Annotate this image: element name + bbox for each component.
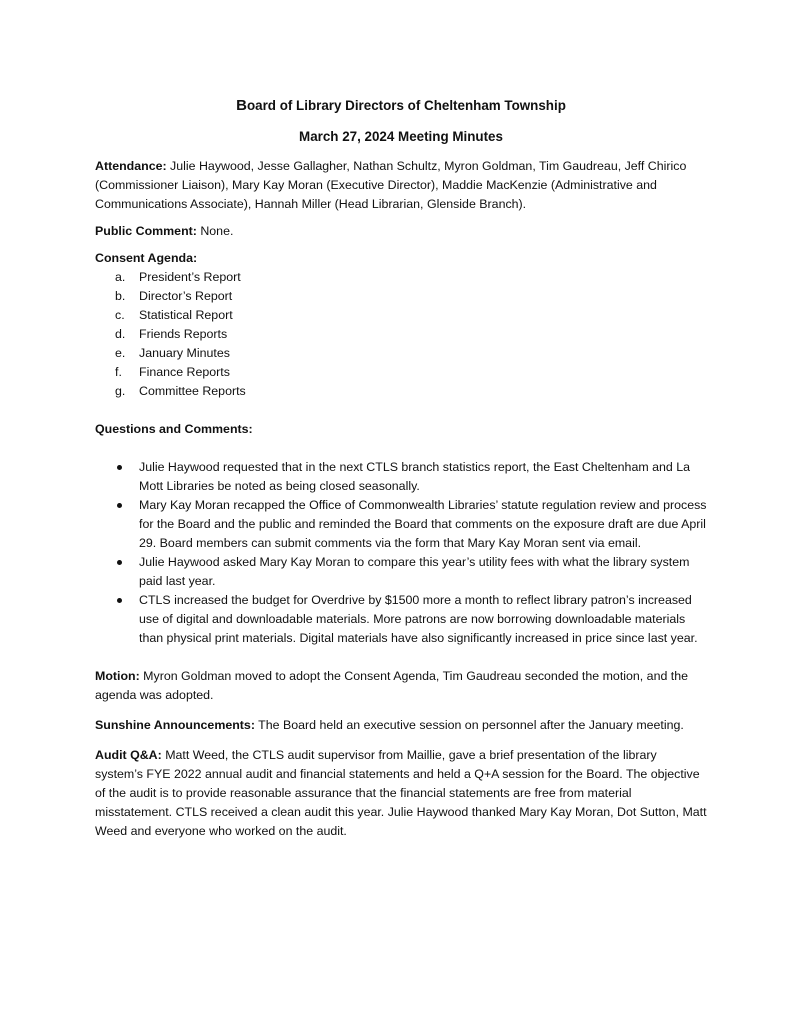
- list-marker: e.: [115, 346, 126, 360]
- document-subtitle: March 27, 2024 Meeting Minutes: [299, 129, 503, 144]
- bullet-icon: [117, 465, 122, 470]
- consent-agenda-item: [95, 382, 707, 401]
- list-marker: g.: [115, 384, 126, 398]
- list-marker: a.: [115, 270, 126, 284]
- list-item-text: Friends Reports: [139, 327, 228, 341]
- public-comment-text: None.: [196, 224, 234, 238]
- document-body: [95, 96, 707, 841]
- public-comment-section: [95, 222, 707, 241]
- consent-agenda-section: [95, 249, 707, 401]
- list-item-text: January Minutes: [139, 346, 230, 360]
- consent-agenda-list: [95, 268, 707, 401]
- motion-section: [95, 667, 707, 705]
- question-item: [95, 553, 707, 591]
- title-initial: B: [236, 97, 247, 114]
- question-text: Mary Kay Moran recapped the Office of Commonwealth Libraries’ statute regulation review and process for the Board and the public and reminded the Board that comments on the exposure draft are due April 29. Board members can submit comments via the form that Mary Kay Moran sent via email.: [139, 498, 707, 550]
- bullet-icon: [117, 560, 122, 565]
- motion-label: Motion:: [95, 669, 140, 683]
- consent-agenda-item: [95, 306, 707, 325]
- list-marker: b.: [115, 289, 126, 303]
- list-marker: f.: [115, 365, 122, 379]
- document-title: [95, 96, 707, 116]
- motion-text: Myron Goldman moved to adopt the Consent Agenda, Tim Gaudreau seconded the motion, and the agenda was adopted.: [95, 669, 689, 702]
- sunshine-label: Sunshine Announcements:: [95, 718, 255, 732]
- attendance-text: Julie Haywood, Jesse Gallagher, Nathan Schultz, Myron Goldman, Tim Gaudreau, Jeff Chirico (Commissioner Liaison), Mary Kay Moran (Executive Director), Maddie MacKenzie (Administrative and Communications Associate), Hannah Miller (Head Librarian, Glenside Branch).: [95, 159, 687, 211]
- audit-text: Matt Weed, the CTLS audit supervisor from Maillie, gave a brief presentation of the library system’s FYE 2022 annual audit and financial statements and held a Q+A session for the Board. The objective of the audit is to provide reasonable assurance that the financial statements are free from material misstatement. CTLS received a clean audit this year. Julie Haywood thanked Mary Kay Moran, Dot Sutton, Matt Weed and everyone who worked on the audit.: [95, 748, 707, 838]
- consent-agenda-item: [95, 268, 707, 287]
- sunshine-text: The Board held an executive session on personnel after the January meeting.: [254, 718, 684, 732]
- bullet-icon: [117, 503, 122, 508]
- list-marker: c.: [115, 308, 125, 322]
- list-item-text: Finance Reports: [139, 365, 230, 379]
- question-text: Julie Haywood requested that in the next CTLS branch statistics report, the East Cheltenham and La Mott Libraries be noted as being closed seasonally.: [139, 460, 691, 493]
- audit-section: [95, 746, 707, 841]
- question-text: CTLS increased the budget for Overdrive by $1500 more a month to reflect library patron’s increased use of digital and downloadable materials. More patrons are now borrowing downloadable materials than physical print materials. Digital materials have also significantly increased in price since last year.: [139, 593, 698, 645]
- audit-label: Audit Q&A:: [95, 748, 162, 762]
- questions-section: [95, 420, 707, 648]
- consent-agenda-item: [95, 287, 707, 306]
- attendance-label: Attendance:: [95, 159, 167, 173]
- question-text: Julie Haywood asked Mary Kay Moran to compare this year’s utility fees with what the library system paid last year.: [139, 555, 690, 588]
- attendance-section: [95, 157, 707, 214]
- list-item-text: President’s Report: [139, 270, 241, 284]
- consent-agenda-label: Consent Agenda:: [95, 251, 198, 265]
- title-rest: oard of Library Directors of Cheltenham Township: [246, 98, 566, 113]
- sunshine-section: [95, 716, 707, 735]
- bullet-icon: [117, 598, 122, 603]
- questions-label: Questions and Comments:: [95, 422, 253, 436]
- list-item-text: Committee Reports: [139, 384, 246, 398]
- questions-list: [95, 458, 707, 648]
- question-item: [95, 591, 707, 648]
- consent-agenda-item: [95, 325, 707, 344]
- list-item-text: Director’s Report: [139, 289, 233, 303]
- list-marker: d.: [115, 327, 126, 341]
- list-item-text: Statistical Report: [139, 308, 233, 322]
- public-comment-label: Public Comment:: [95, 224, 197, 238]
- question-item: [95, 496, 707, 553]
- consent-agenda-item: [95, 363, 707, 382]
- consent-agenda-item: [95, 344, 707, 363]
- question-item: [95, 458, 707, 496]
